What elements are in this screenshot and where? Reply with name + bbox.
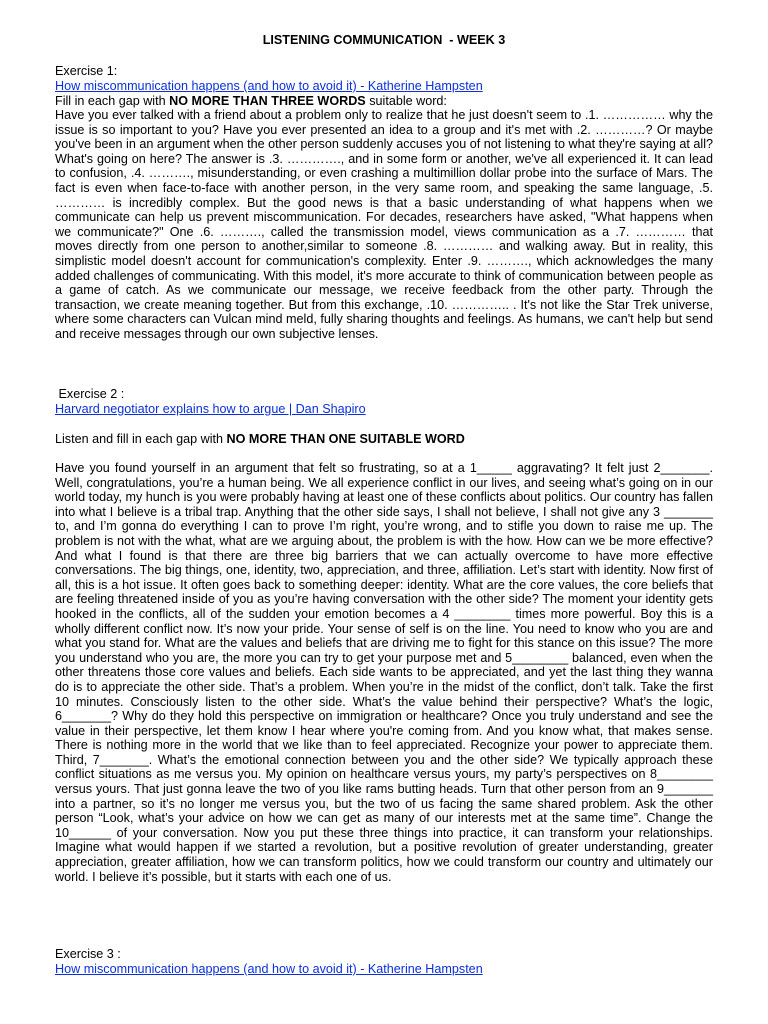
- exercise-2-passage: Have you found yourself in an argument that felt so frustrating, so at a 1_____ aggravating? It felt just 2_______. Well, congratulations, you’re a human being. We all experience conflict in our lives, and seeing what’s going on in our world today, my hunch is you were probably having at least one of these conflicts about politics. Our country has fallen into what I believe is a tribal trap. Anything that the other side says, I shall not believe, I shall not give any 3 _______ to, and I’m gonna do everything I can to prove I’m right, you’re wrong, and to stifle you down to raise me up. The problem is not with the what, what are we arguing about, the problem is with the how. How can we be more effective? And what I found is that there are three big barriers that we can actually overcome to have more effective conversations. The big things, one, identity, two, appreciation, and three, affiliation. Let’s start with identity. Now first of all, this is a hot issue. It often goes back to something deeper: identity. What are the core values, the core beliefs that are feeling threatened inside of you as you’re having conversation with the other side? The moment your identity gets hooked in the conflicts, all of the sudden your emotion becomes a 4 ________ times more powerful. Boy this is a wholly different conflict now. It’s now your pride. Your sense of self is on the line. You need to know who you are and what you stand for. What are the values and beliefs that are driving me to fight for this stance on this issue? The more you understand who you are, the more you can try to get your purpose met and 5________ balanced, even when the other threatens those core values and beliefs. Each side wants to be appreciated, and yet the last thing they wanna do is to appreciate the other side. That’s a problem. When you’re in the midst of the conflict, don’t talk. Take the first 10 minutes. Consciously listen to the other side. What’s the value behind their perspective? What’s the logic, 6_______? Why do they hold this perspective on immigration or healthcare? Once you truly understand and see the value in their perspective, let them know I hear where you're coming from. And you know what, that makes sense. There is nothing more in the world that we like than to feel appreciated. Recognize your power to appreciate them. Third, 7_______. What’s the emotional connection between you and the other side? We typically approach these conflict situations as me versus you. My opinion on healthcare versus yours, my party’s perspectives on 8________ versus yours. That just gonna leave the two of you like rams butting heads. Turn that other person from an 9_______ into a partner, so it’s no longer me versus you, but the two of us facing the same shared problem. Ask the other person “Look, what’s your advice on how we can get as many of our interests met at the same time”. Change the 10______ of your conversation. Now you put these three things into practice, it can transform your relationships. Imagine what would happen if we started a revolution, but a positive revolution of greater understanding, greater appreciation, greater affiliation, how we can transform politics, how we could transform our country and ultimately our world. I believe it’s possible, but it starts with each one of us.: [55, 461, 713, 884]
- exercise-2-label: Exercise 2 :: [55, 387, 125, 401]
- exercise-1-instructions: [55, 94, 447, 109]
- instruction-text: Listen and fill in each gap with: [55, 432, 227, 446]
- instruction-text: suitable word:: [365, 94, 447, 108]
- exercise-1-video-link[interactable]: How miscommunication happens (and how to avoid it) - Katherine Hampsten: [55, 79, 483, 93]
- exercise-3-video-link[interactable]: How miscommunication happens (and how to avoid it) - Katherine Hampsten: [55, 962, 483, 976]
- instruction-text: Fill in each gap with: [55, 94, 170, 108]
- instruction-emphasis: NO MORE THAN ONE SUITABLE WORD: [226, 432, 465, 446]
- exercise-1-passage: Have you ever talked with a friend about a problem only to realize that he just doesn't seem to .1. …………… why the issue is so important to you? Have you ever presented an idea to a group and it's met with .2. …………? Or maybe you've been in an argument when the other person suddenly accuses you of not listening to what they're saying at all? What's going on here? The answer is .3. …………., and in some form or another, we've all experienced it. It can lead to confusion, .4. ………., misunderstanding, or even crashing a multimillion dollar probe into the surface of Mars. The fact is even when face-to-face with another person, in the very same room, and speaking the same language, .5. ………… is incredibly complex. But the good news is that a basic understanding of what happens when we communicate can help us prevent miscommunication. For decades, researchers have asked, "What happens when we communicate?" One .6. ………., called the transmission model, views communication as a .7. ………… that moves directly from one person to another,similar to someone .8. ………… and walking away. But in reality, this simplistic model doesn't account for communication's complexity. Enter .9. ………., which acknowledges the many added challenges of communicating. With this model, it's more accurate to think of communication between people as a game of catch. As we communicate our message, we receive feedback from the other party. Through the transaction, we create meaning together. But from this exchange, .10. ………….. . It's not like the Star Trek universe, where some characters can Vulcan mind meld, fully sharing thoughts and feelings. As humans, we can't help but send and receive messages through our own subjective lenses.: [55, 108, 713, 341]
- exercise-2-video-link[interactable]: Harvard negotiator explains how to argue | Dan Shapiro: [55, 402, 366, 416]
- page-title: LISTENING COMMUNICATION - WEEK 3: [262, 33, 506, 47]
- instruction-emphasis: NO MORE THAN THREE WORDS: [169, 94, 366, 108]
- exercise-2-instructions: [55, 432, 465, 447]
- exercise-1-label: Exercise 1:: [55, 64, 118, 78]
- exercise-3-label: Exercise 3 :: [55, 947, 121, 961]
